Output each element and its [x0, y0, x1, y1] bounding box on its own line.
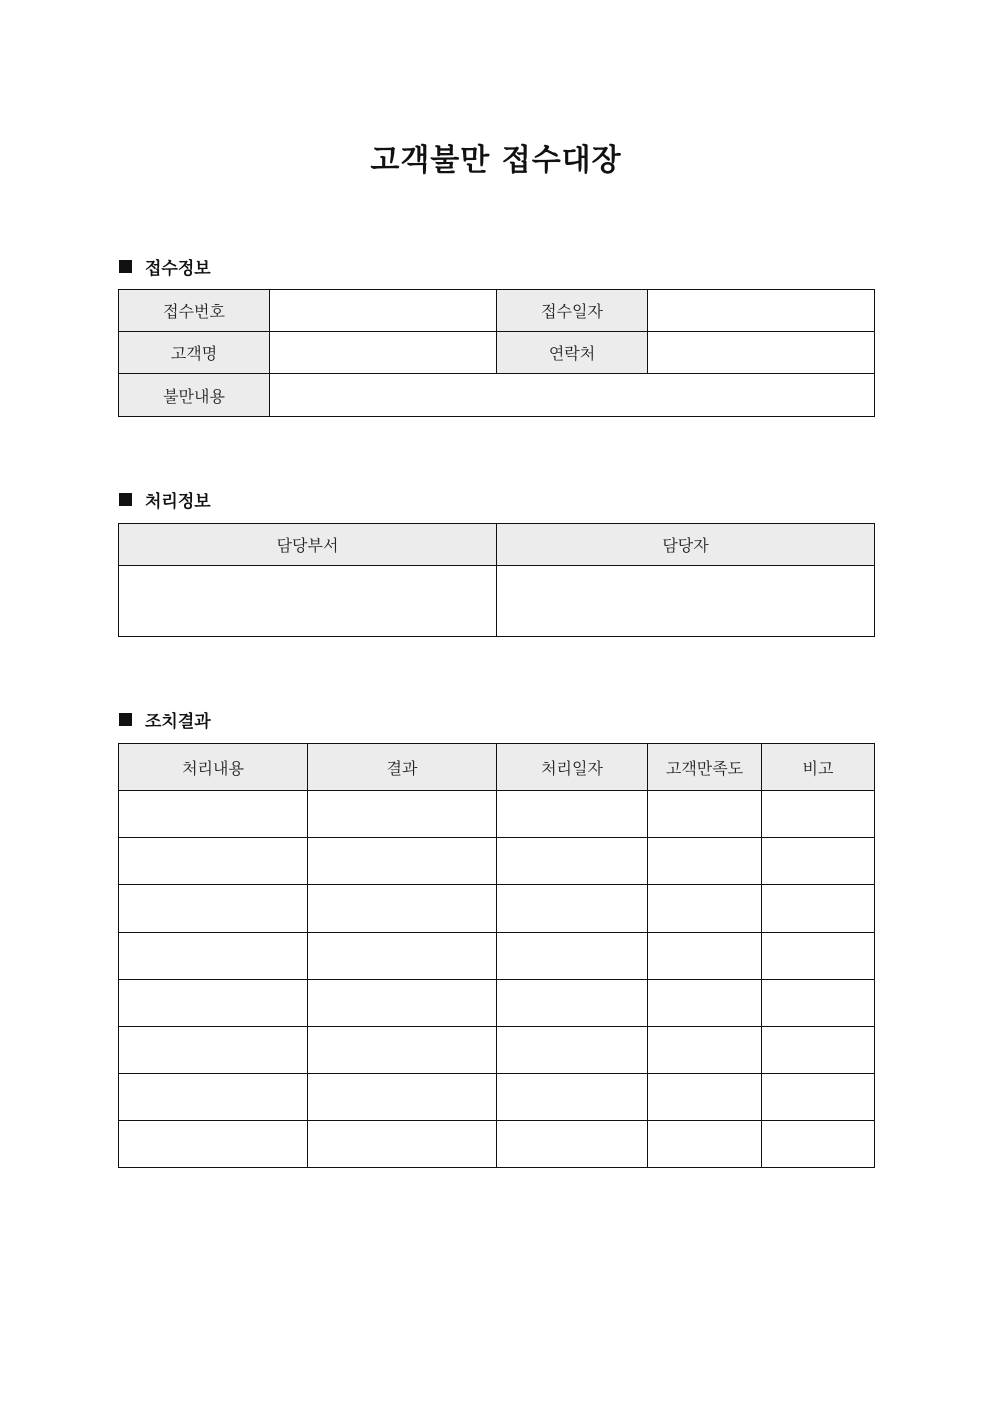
table-row	[119, 1121, 875, 1168]
receipt-date-label: 접수일자	[497, 290, 648, 332]
result-header-satisfaction: 고객만족도	[648, 744, 762, 791]
section-heading-text: 조치결과	[145, 712, 211, 732]
table-row	[119, 1027, 875, 1074]
processing-table	[118, 523, 875, 637]
square-bullet-icon	[119, 713, 132, 726]
result-cell[interactable]	[648, 933, 762, 980]
contact-label: 연락처	[497, 332, 648, 374]
result-header-remarks: 비고	[762, 744, 875, 791]
result-table	[118, 743, 875, 1168]
contact-field[interactable]	[648, 332, 875, 374]
result-cell[interactable]	[762, 885, 875, 933]
square-bullet-icon	[119, 260, 132, 273]
table-row	[119, 838, 875, 885]
result-cell[interactable]	[308, 1074, 497, 1121]
receipt-no-field[interactable]	[270, 290, 497, 332]
result-cell[interactable]	[308, 885, 497, 933]
result-cell[interactable]	[497, 1027, 648, 1074]
result-cell[interactable]	[497, 1121, 648, 1168]
result-cell[interactable]	[497, 791, 648, 838]
result-cell[interactable]	[648, 980, 762, 1027]
result-cell[interactable]	[308, 791, 497, 838]
department-header: 담당부서	[119, 524, 497, 566]
result-cell[interactable]	[762, 980, 875, 1027]
receipt-date-field[interactable]	[648, 290, 875, 332]
section-heading-text: 처리정보	[145, 492, 211, 512]
assignee-header: 담당자	[497, 524, 875, 566]
result-cell[interactable]	[762, 791, 875, 838]
complaint-label: 불만내용	[119, 374, 270, 417]
result-header-content: 처리내용	[119, 744, 308, 791]
result-cell[interactable]	[648, 791, 762, 838]
result-cell[interactable]	[648, 1074, 762, 1121]
department-field[interactable]	[119, 566, 497, 637]
result-cell[interactable]	[308, 1027, 497, 1074]
result-cell[interactable]	[119, 1074, 308, 1121]
reception-table	[118, 289, 875, 417]
table-row	[119, 791, 875, 838]
assignee-field[interactable]	[497, 566, 875, 637]
result-cell[interactable]	[497, 838, 648, 885]
result-cell[interactable]	[497, 1074, 648, 1121]
result-cell[interactable]	[119, 980, 308, 1027]
result-cell[interactable]	[119, 791, 308, 838]
receipt-no-label: 접수번호	[119, 290, 270, 332]
result-cell[interactable]	[762, 1027, 875, 1074]
table-row	[119, 933, 875, 980]
result-cell[interactable]	[762, 933, 875, 980]
result-cell[interactable]	[648, 1121, 762, 1168]
result-cell[interactable]	[308, 933, 497, 980]
result-cell[interactable]	[119, 933, 308, 980]
result-cell[interactable]	[119, 838, 308, 885]
result-cell[interactable]	[648, 1027, 762, 1074]
section-heading-result	[119, 707, 211, 732]
section-heading-reception	[119, 254, 211, 279]
result-cell[interactable]	[119, 885, 308, 933]
result-cell[interactable]	[119, 1027, 308, 1074]
table-row	[119, 980, 875, 1027]
result-cell[interactable]	[762, 1074, 875, 1121]
result-cell[interactable]	[119, 1121, 308, 1168]
complaint-field[interactable]	[270, 374, 875, 417]
result-cell[interactable]	[308, 1121, 497, 1168]
result-cell[interactable]	[497, 980, 648, 1027]
table-row	[119, 885, 875, 933]
section-heading-text: 접수정보	[145, 259, 211, 279]
customer-name-label: 고객명	[119, 332, 270, 374]
customer-name-field[interactable]	[270, 332, 497, 374]
result-cell[interactable]	[648, 885, 762, 933]
result-cell[interactable]	[497, 885, 648, 933]
result-header-result: 결과	[308, 744, 497, 791]
result-cell[interactable]	[308, 980, 497, 1027]
result-cell[interactable]	[497, 933, 648, 980]
page-title: 고객불만 접수대장	[370, 143, 622, 178]
result-cell[interactable]	[648, 838, 762, 885]
table-row	[119, 1074, 875, 1121]
result-cell[interactable]	[762, 838, 875, 885]
result-cell[interactable]	[762, 1121, 875, 1168]
result-cell[interactable]	[308, 838, 497, 885]
section-heading-processing	[119, 487, 211, 512]
result-header-date: 처리일자	[497, 744, 648, 791]
square-bullet-icon	[119, 493, 132, 506]
